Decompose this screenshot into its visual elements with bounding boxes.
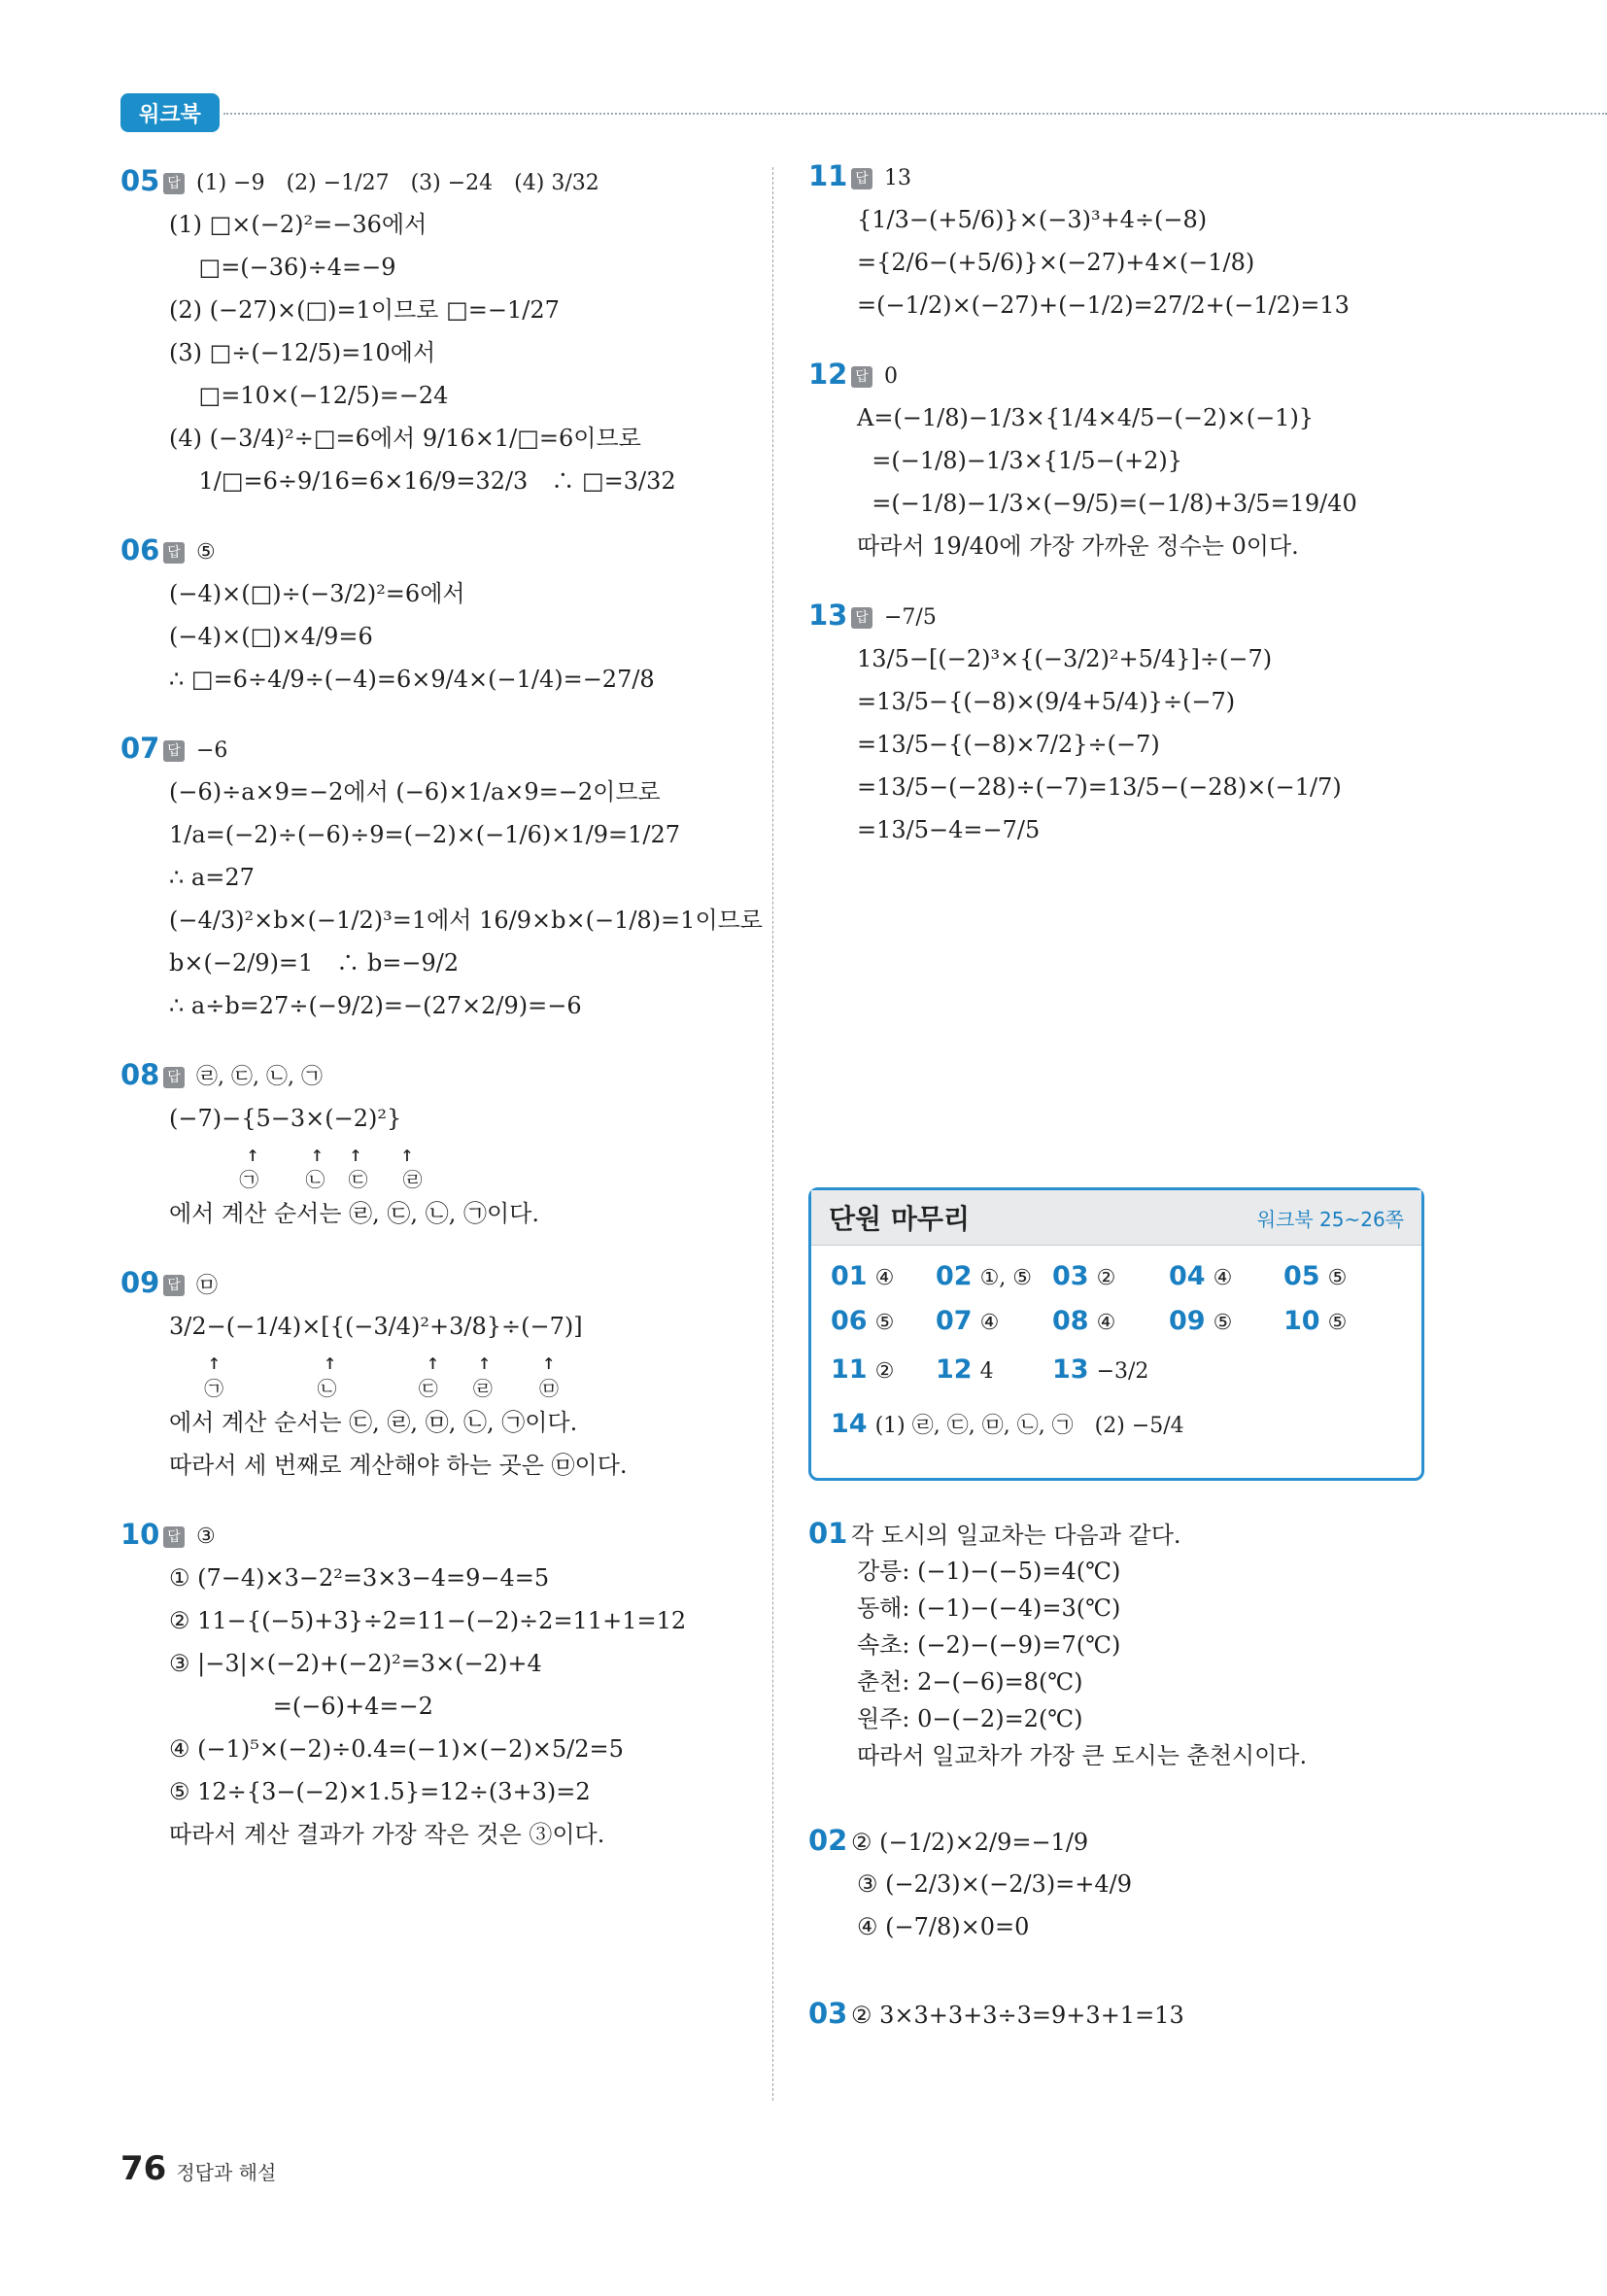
step: 따라서 계산 결과가 가장 작은 것은 ③이다. (169, 1820, 605, 1848)
step: (1) □×(−2)²=−36에서 (169, 211, 427, 238)
header-rule (223, 113, 1607, 115)
problem-07 (120, 732, 763, 1026)
problem-number: 05 (120, 164, 160, 197)
problem-number: 03 (808, 1997, 848, 2030)
section-tag: 워크북 (120, 93, 220, 132)
answer-badge-icon: 답 (163, 1275, 185, 1296)
review-answer: 04 ④ (1169, 1261, 1233, 1291)
review-answer: 02 ①, ⑤ (936, 1261, 1033, 1291)
problem-number: 08 (120, 1058, 160, 1091)
problem-number: 09 (120, 1266, 160, 1300)
step: (−4/3)²×b×(−1/2)³=1에서 16/9×b×(−1/8)=1이므로 (169, 907, 763, 934)
review-answer: 03 ② (1052, 1261, 1116, 1291)
step: {1/3−(+5/6)}×(−3)³+4÷(−8) (857, 206, 1208, 233)
order-marks: ㉠ ㉡ ㉢ ㉣ (169, 1168, 423, 1192)
answer-badge-icon: 답 (163, 173, 185, 194)
answer: (1) −9 (2) −1/27 (3) −24 (4) 3/32 (196, 171, 599, 196)
problem-number: 11 (808, 159, 848, 192)
review-problem-03 (808, 1998, 1430, 2035)
step: ∴ a=27 (169, 864, 255, 891)
page-number: 76 (120, 2149, 167, 2188)
review-answer: 14 (1) ㉣, ㉢, ㉤, ㉡, ㉠ (2) −5/4 (831, 1409, 1184, 1439)
unit-review-title: 단원 마무리 (829, 1203, 970, 1235)
problem-09 (120, 1267, 752, 1485)
review-answer: 05 ⑤ (1283, 1261, 1348, 1291)
answer: ⑤ (196, 540, 216, 565)
footer-label: 정답과 해설 (176, 2161, 277, 2184)
right-column-lower (808, 1518, 1430, 2068)
right-column (808, 160, 1430, 883)
step: A=(−1/8)−1/3×{1/4×4/5−(−2)×(−1)} (857, 404, 1315, 431)
answer-badge-icon: 답 (163, 1067, 185, 1088)
step: (−4)×(□)×4/9=6 (169, 623, 373, 650)
step: ④ (−7/8)×0=0 (857, 1913, 1030, 1940)
problem-number: 01 (808, 1517, 848, 1550)
step: 에서 계산 순서는 ㉣, ㉢, ㉡, ㉠이다. (169, 1200, 539, 1228)
step: =(−6)+4=−2 (169, 1692, 433, 1720)
page-footer (120, 2149, 276, 2188)
answer-badge-icon: 답 (851, 168, 872, 189)
left-column (120, 164, 763, 1888)
step: b×(−2/9)=1 ∴ b=−9/2 (169, 949, 460, 977)
step: 따라서 19/40에 가장 가까운 정수는 0이다. (857, 532, 1299, 560)
answer-badge-icon: 답 (163, 542, 185, 564)
step: 속초: (−2)−(−9)=7(℃) (857, 1631, 1121, 1659)
step: 원주: 0−(−2)=2(℃) (857, 1705, 1083, 1732)
step: (−6)÷a×9=−2에서 (−6)×1/a×9=−2이므로 (169, 778, 661, 805)
answer: ㉣, ㉢, ㉡, ㉠ (196, 1065, 323, 1090)
step: =13/5−{(−8)×7/2}÷(−7) (857, 731, 1160, 758)
step: (2) (−27)×(□)=1이므로 □=−1/27 (169, 296, 560, 324)
step: ① (7−4)×3−2²=3×3−4=9−4=5 (169, 1563, 550, 1592)
step: (4) (−3/4)²÷□=6에서 9/16×1/□=6이므로 (169, 425, 641, 452)
step: ② 11−{(−5)+3}÷2=11−(−2)÷2=11+1=12 (169, 1606, 687, 1634)
step: ④ (−1)⁵×(−2)÷0.4=(−1)×(−2)×5/2=5 (169, 1734, 624, 1763)
step: □=(−36)÷4=−9 (169, 254, 396, 281)
answer: ② (−1/2)×2/9=−1/9 (851, 1829, 1089, 1857)
review-answer: 12 4 (936, 1354, 994, 1385)
problem-13 (808, 600, 1430, 850)
answer: ㉤ (196, 1273, 219, 1298)
problem-number: 02 (808, 1824, 848, 1857)
step: ③ (−2/3)×(−2/3)=+4/9 (857, 1870, 1133, 1898)
step: (3) □÷(−12/5)=10에서 (169, 339, 436, 366)
review-answer: 06 ⑤ (831, 1306, 895, 1336)
problem-05 (120, 165, 752, 501)
step: =13/5−4=−7/5 (857, 816, 1041, 843)
step: =13/5−(−28)÷(−7)=13/5−(−28)×(−1/7) (857, 773, 1342, 801)
answer: 각 도시의 일교차는 다음과 같다. (851, 1522, 1181, 1550)
step: ⑤ 12÷{3−(−2)×1.5}=12÷(3+3)=2 (169, 1777, 591, 1805)
step: 춘천: 2−(−6)=8(℃) (857, 1668, 1083, 1696)
step: 1/□=6÷9/16=6×16/9=32/3 ∴ □=3/32 (169, 467, 676, 495)
step: =13/5−{(−8)×(9/4+5/4)}÷(−7) (857, 688, 1236, 715)
step: ∴ □=6÷4/9÷(−4)=6×9/4×(−1/4)=−27/8 (169, 666, 655, 693)
answer: ② 3×3+3+3÷3=9+3+1=13 (851, 2002, 1184, 2030)
step: ③ |−3|×(−2)+(−2)²=3×(−2)+4 (169, 1649, 542, 1677)
workbook-page-ref: 워크북 25~26쪽 (1256, 1207, 1404, 1231)
answer-badge-icon: 답 (163, 740, 185, 762)
answer: ③ (196, 1524, 216, 1549)
step: 따라서 세 번째로 계산해야 하는 곳은 ㉤이다. (169, 1451, 628, 1479)
problem-number: 12 (808, 358, 848, 391)
review-answer: 08 ④ (1052, 1306, 1116, 1336)
step: 13/5−[(−2)³×{(−3/2)²+5/4}]÷(−7) (857, 645, 1273, 672)
unit-review-header (811, 1190, 1421, 1246)
review-problem-01 (808, 1518, 1430, 1776)
step: 따라서 일교차가 가장 큰 도시는 춘천시이다. (857, 1742, 1308, 1769)
answer: 0 (884, 364, 898, 390)
review-answer: 13 −3/2 (1052, 1354, 1149, 1385)
review-answer: 10 ⑤ (1283, 1306, 1348, 1336)
step: =(−1/2)×(−27)+(−1/2)=27/2+(−1/2)=13 (857, 291, 1350, 319)
step: 강릉: (−1)−(−5)=4(℃) (857, 1558, 1121, 1585)
order-arrows: ↑ ↑ ↑ ↑ ↑ (169, 1351, 556, 1376)
problem-08 (120, 1059, 752, 1234)
review-answer: 11 ② (831, 1354, 895, 1385)
column-divider (772, 167, 773, 2101)
answer-badge-icon: 답 (163, 1526, 185, 1548)
step: ={2/6−(+5/6)}×(−27)+4×(−1/8) (857, 249, 1255, 276)
step: 에서 계산 순서는 ㉢, ㉣, ㉤, ㉡, ㉠이다. (169, 1408, 578, 1436)
step: (−7)−{5−3×(−2)²} (169, 1105, 402, 1132)
step: ∴ a÷b=27÷(−9/2)=−(27×2/9)=−6 (169, 992, 582, 1019)
order-arrows: ↑ ↑ ↑ ↑ (169, 1143, 414, 1167)
problem-number: 06 (120, 533, 160, 566)
step: 동해: (−1)−(−4)=3(℃) (857, 1594, 1121, 1622)
review-answer: 09 ⑤ (1169, 1306, 1233, 1336)
problem-10 (120, 1519, 752, 1855)
step: 1/a=(−2)÷(−6)÷9=(−2)×(−1/6)×1/9=1/27 (169, 821, 680, 848)
problem-11 (808, 160, 1430, 326)
step: 3/2−(−1/4)×[{(−3/4)²+3/8}÷(−7)] (169, 1313, 583, 1341)
problem-number: 10 (120, 1517, 160, 1551)
answer: 13 (884, 166, 911, 191)
problem-number: 07 (120, 732, 160, 765)
review-answer: 07 ④ (936, 1306, 1000, 1336)
problem-06 (120, 534, 752, 700)
step: =(−1/8)−1/3×{1/5−(+2)} (857, 447, 1183, 474)
answer-badge-icon: 답 (851, 607, 872, 629)
review-problem-02 (808, 1825, 1430, 1947)
step: =(−1/8)−1/3×(−9/5)=(−1/8)+3/5=19/40 (857, 490, 1357, 517)
step: (−4)×(□)÷(−3/2)²=6에서 (169, 580, 465, 607)
unit-review-box (808, 1187, 1424, 1481)
answer: −6 (196, 738, 228, 764)
answer: −7/5 (884, 605, 937, 631)
problem-number: 13 (808, 599, 848, 632)
step: □=10×(−12/5)=−24 (169, 382, 449, 409)
problem-12 (808, 359, 1430, 566)
answer-badge-icon: 답 (851, 366, 872, 388)
order-marks: ㉠ ㉡ ㉢ ㉣ ㉤ (169, 1376, 560, 1400)
review-answer: 01 ④ (831, 1261, 895, 1291)
